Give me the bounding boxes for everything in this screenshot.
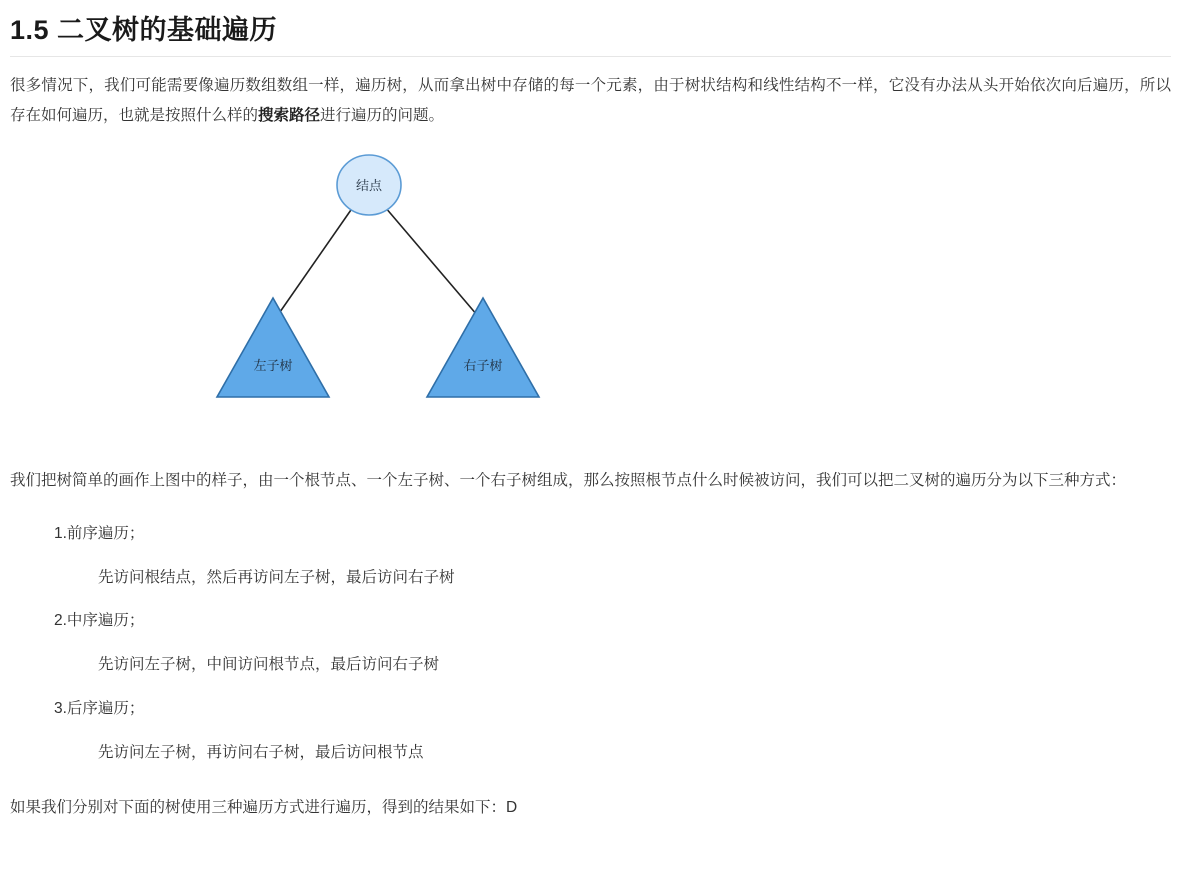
list-item: 1.前序遍历；: [54, 524, 145, 542]
closing-paragraph: 如果我们分别对下面的树使用三种遍历方式进行遍历，得到的结果如下：D: [10, 799, 518, 817]
left-subtree-label: 左子树: [252, 358, 293, 374]
after-figure-paragraph: 我们把树简单的画作上图中的样子，由一个根节点、一个左子树、一个右子树组成，那么按照根节点什么时候被访问，我们可以把二叉树的遍历分为以下三种方式：: [10, 472, 1127, 490]
root-node-label: 结点: [355, 178, 382, 194]
binary-tree-figure: [10, 152, 1171, 452]
binary-tree-diagram: [181, 152, 1001, 432]
list-item-detail: 先访问左子树，中间访问根节点，最后访问右子树: [98, 656, 440, 674]
list-item: 3.后序遍历；: [54, 700, 145, 718]
intro-paragraph: [10, 71, 1171, 130]
intro-text-emphasis: 搜索路径: [258, 106, 321, 124]
list-item-detail: 先访问根结点，然后再访问左子树，最后访问右子树: [98, 568, 455, 586]
edge-root-to-right: [385, 207, 483, 322]
intro-text-part1: 很多情况下，我们可能需要像遍历数组数组一样，遍历树，从而拿出树中存储的每一个元素，由于树状结构和线性结构不一样，它没有办法从头开始依次向后遍历，所以存在如何遍历，也就是按照什么样的: [10, 77, 1171, 124]
list-item: 2.中序遍历；: [54, 612, 145, 630]
right-subtree-label: 右子树: [462, 358, 503, 374]
intro-text-part2: 进行遍历的问题。: [320, 106, 445, 124]
left-subtree-triangle: [217, 298, 329, 397]
traversal-list: [10, 512, 1171, 775]
list-item-detail: 先访问左子树，再访问右子树，最后访问根节点: [98, 744, 424, 762]
edge-root-to-left: [273, 207, 353, 322]
page-title: 1.5 二叉树的基础遍历: [10, 14, 1171, 57]
right-subtree-triangle: [427, 298, 539, 397]
